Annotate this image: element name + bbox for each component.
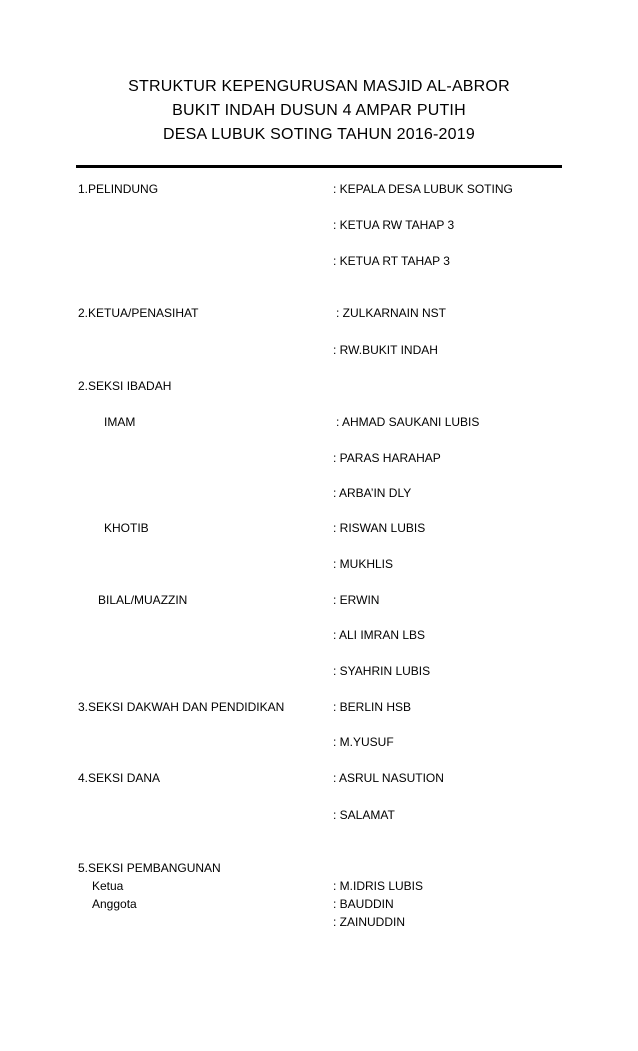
list-item [0, 413, 638, 431]
row-value: : RISWAN LUBIS [333, 521, 426, 535]
list-item [0, 662, 638, 680]
list-item [0, 913, 638, 931]
list-item [0, 859, 638, 877]
title-line-3: DESA LUBUK SOTING TAHUN 2016-2019 [163, 126, 475, 143]
row-value: : SALAMAT [333, 808, 395, 822]
list-item [0, 733, 638, 751]
row-value: : M.YUSUF [333, 735, 394, 749]
row-value: : SYAHRIN LUBIS [333, 664, 431, 678]
row-value: : KETUA RT TAHAP 3 [333, 254, 450, 268]
row-label: 2.SEKSI IBADAH [78, 379, 172, 393]
list-item [0, 877, 638, 895]
list-item [0, 341, 638, 359]
list-item [0, 591, 638, 609]
row-label: Ketua [92, 879, 124, 893]
row-value: : MUKHLIS [333, 557, 394, 571]
document-title [0, 75, 638, 147]
list-item [0, 769, 638, 787]
list-item [0, 377, 638, 395]
list-item [0, 626, 638, 644]
row-value: : BERLIN HSB [333, 700, 412, 714]
row-label: 5.SEKSI PEMBANGUNAN [78, 861, 221, 875]
list-item [0, 555, 638, 573]
row-label: 3.SEKSI DAKWAH DAN PENDIDIKAN [78, 700, 285, 714]
row-value: : ZULKARNAIN NST [336, 306, 447, 320]
row-value: : KETUA RW TAHAP 3 [333, 218, 455, 232]
list-item [0, 519, 638, 537]
title-line-1: STRUKTUR KEPENGURUSAN MASJID AL-ABROR [128, 78, 510, 95]
row-value: : ASRUL NASUTION [333, 771, 444, 785]
list-item [0, 484, 638, 502]
row-label: Anggota [92, 897, 137, 911]
title-divider [76, 165, 562, 168]
row-value: : BAUDDIN [333, 897, 394, 911]
row-label: 1.PELINDUNG [78, 182, 159, 196]
row-value: : PARAS HARAHAP [333, 451, 441, 465]
row-value: : ALI IMRAN LBS [333, 628, 426, 642]
list-item [0, 252, 638, 270]
row-label: IMAM [104, 415, 136, 429]
list-item [0, 216, 638, 234]
row-label: KHOTIB [104, 521, 149, 535]
row-value: : ERWIN [333, 593, 380, 607]
list-item [0, 449, 638, 467]
list-item [0, 806, 638, 824]
row-value: : KEPALA DESA LUBUK SOTING [333, 182, 513, 196]
row-value: : ARBA’IN DLY [333, 486, 412, 500]
row-label: 4.SEKSI DANA [78, 771, 161, 785]
list-item [0, 180, 638, 198]
row-value: : M.IDRIS LUBIS [333, 879, 424, 893]
title-line-2: BUKIT INDAH DUSUN 4 AMPAR PUTIH [172, 102, 466, 119]
list-item [0, 895, 638, 913]
row-value: : AHMAD SAUKANI LUBIS [336, 415, 480, 429]
row-label: 2.KETUA/PENASIHAT [78, 306, 199, 320]
row-value: : ZAINUDDIN [333, 915, 405, 929]
list-item [0, 304, 638, 322]
row-label: BILAL/MUAZZIN [98, 593, 188, 607]
row-value: : RW.BUKIT INDAH [333, 343, 438, 357]
list-item [0, 698, 638, 716]
